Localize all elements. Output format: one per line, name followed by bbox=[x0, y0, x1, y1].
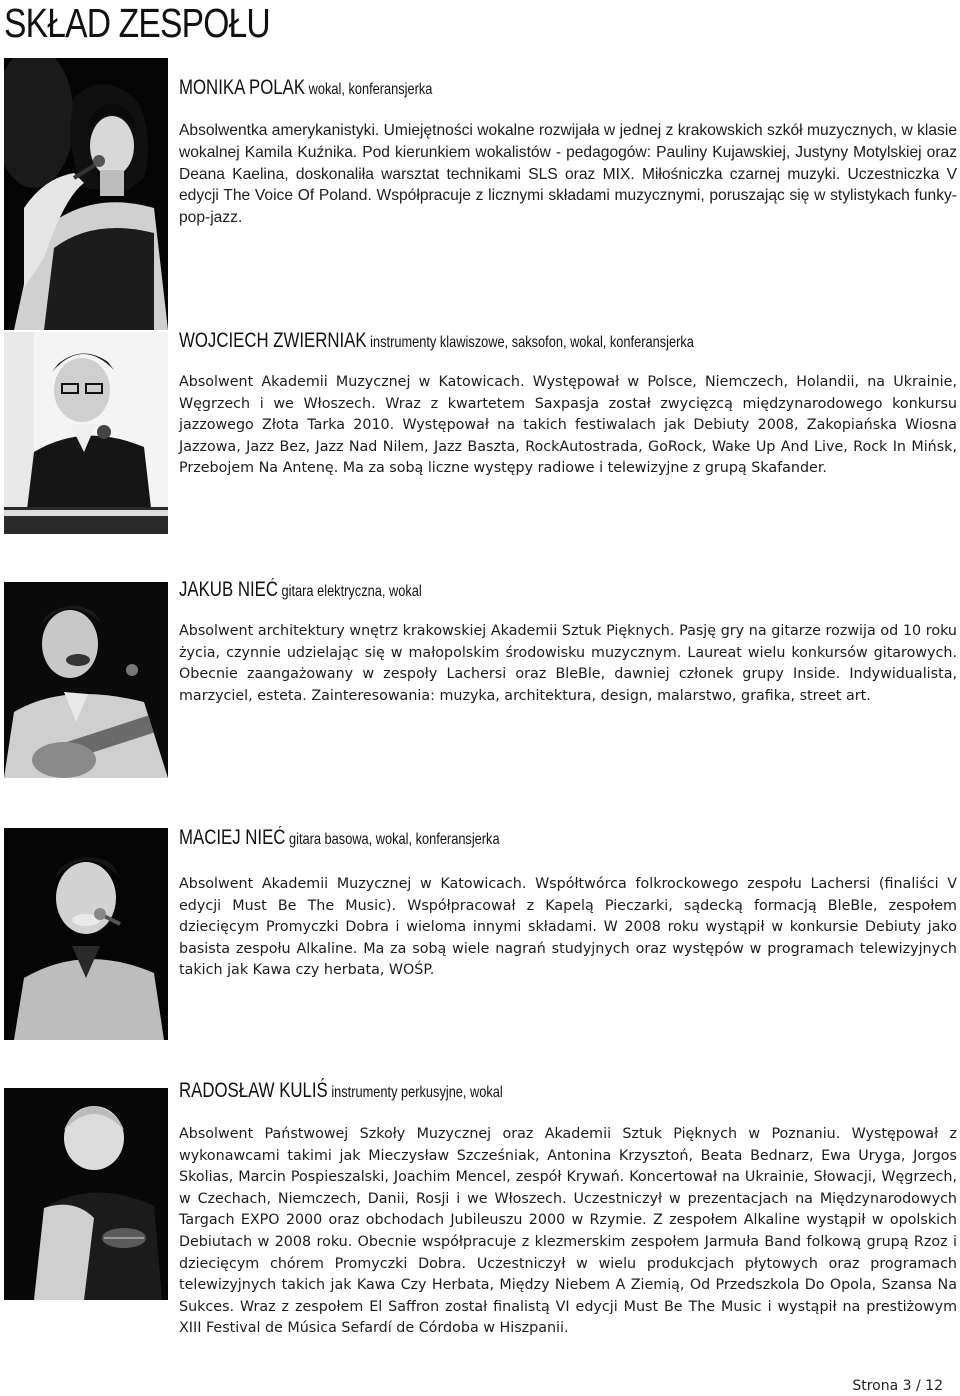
member-heading bbox=[179, 329, 694, 353]
member-name: MONIKA POLAK bbox=[179, 76, 306, 99]
member-photo bbox=[4, 582, 168, 778]
member-role: instrumenty perkusyjne, wokal bbox=[331, 1084, 503, 1101]
member-heading bbox=[179, 1079, 503, 1103]
member-heading bbox=[179, 578, 422, 602]
member-photo bbox=[4, 1088, 168, 1300]
page-number: Strona 3 / 12 bbox=[852, 1378, 943, 1394]
member-role: instrumenty klawiszowe, saksofon, wokal, konferansjerka bbox=[370, 334, 694, 351]
member-name: WOJCIECH ZWIERNIAK bbox=[179, 329, 367, 352]
member-bio: Absolwent Akademii Muzycznej w Katowicach. Współtwórca folkrockowego zespołu Lachersi (finaliści V edycji Must Be The Music). Współpracował z Kapelą Pieczarki, sądecką formacją BleBle, zespołem dziecięcym Promyczki Dobra i wieloma innymi składami. W 2008 roku wystąpił w konkursie Debiuty jako basista zespołu Alkaline. Ma za sobą wiele nagrań studyjnych oraz występów w programach telewizyjnych takich jak Kawa czy herbata, WOŚP. bbox=[179, 876, 957, 979]
member-photo bbox=[4, 58, 168, 330]
member-bio: Absolwent Państwowej Szkoły Muzycznej oraz Akademii Sztuk Pięknych w Poznaniu. Występował z wykonawcami takimi jak Mieczysław Szcześniak, Antonina Krzysztoń, Beata Bednarz, Ewa Uryga, Jorgos Skolias, Marcin Pospieszalski, Joachim Mencel, zespół Krywań. Koncertował na Ukrainie, Słowacji, Węgrzech, w Czechach, Niemczech, Danii, Rosji i we Włoszech. Uczestniczył w prezentacjach na Międzynarodowych Targach EXPO 2000 oraz obchodach Jubileuszu 2000 w Rzymie. Z zespołem Alkaline wystąpił w opolskich Debiutach w 2008 roku. Obecnie współpracuje z klezmerskim zespołem Jarmuła Band folkową grupą Rzoz i dziecięcym chórem Promyczki Dobra. Uczestniczył w wielu produkcjach płytowych oraz programach telewizyjnych takich jak Kawa Czy Herbata, Między Niebem A Ziemią, Od Przedszkola Do Opola, Szansa Na Sukces. Wraz z zespołem El Saffron został finalistą VI edycji Must Be The Music i wystąpił na prestiżowym XIII Festival de Música Sefardí de Córdoba w Hiszpanii. bbox=[179, 1126, 957, 1337]
member-role: gitara basowa, wokal, konferansjerka bbox=[288, 831, 500, 848]
member-bio: Absolwentka amerykanistyki. Umiejętności wokalne rozwijała w jednej z krakowskich szkół muzycznych, w klasie wokalnej Kamila Kuźnika. Pod kierunkiem wokalistów - pedagogów: Pauliny Kujawskiej, Justyny Motylskiej oraz Deana Kaelina, doskonaliła warsztat technikami SLS oraz MIX. Miłośniczka czarnej muzyki. Uczestniczka V edycji The Voice Of Poland. Współpracuje z licznymi składami muzycznymi, poruszając się w stylistykach funky-pop-jazz. bbox=[179, 122, 957, 227]
member-name: MACIEJ NIEĆ bbox=[179, 826, 286, 849]
member-name: RADOSŁAW KULIŚ bbox=[179, 1079, 328, 1102]
page-title: SKŁAD ZESPOŁU bbox=[4, 0, 270, 46]
member-name: JAKUB NIEĆ bbox=[179, 578, 278, 601]
member-bio: Absolwent Akademii Muzycznej w Katowicach. Występował w Polsce, Niemczech, Holandii, na Ukrainie, Węgrzech i we Włoszech. Wraz z kwartetem Saxpasja został zwycięzcą międzynarodowego konkursu jazzowego Złota Tarka 2010. Występował na takich festiwalach jak Debiuty 2008, Zakopiańska Wiosna Jazzowa, Jazz Bez, Jazz Nad Nilem, Jazz Baszta, RockAutostrada, GoRock, Wake Up And Live, Rock In Mińsk, Przebojem Na Antenę. Ma za sobą liczne występy radiowe i telewizyjne z grupą Skafander. bbox=[179, 374, 957, 477]
member-photo bbox=[4, 332, 168, 534]
member-heading bbox=[179, 826, 500, 850]
member-photo bbox=[4, 828, 168, 1040]
member-heading bbox=[179, 76, 432, 100]
member-role: wokal, konferansjerka bbox=[308, 81, 433, 98]
member-role: gitara elektryczna, wokal bbox=[281, 583, 422, 600]
member-bio: Absolwent architektury wnętrz krakowskiej Akademii Sztuk Pięknych. Pasję gry na gitarze rozwija od 10 roku życia, czynnie udzielając się w małopolskim środowisku muzycznym. Laureat wielu konkursów gitarowych. Obecnie zaangażowany w zespoły Lachersi oraz BleBle, dawniej członek grupy Inside. Indywidualista, marzyciel, esteta. Zainteresowania: muzyka, architektura, design, malarstwo, grafika, street art. bbox=[179, 623, 957, 704]
